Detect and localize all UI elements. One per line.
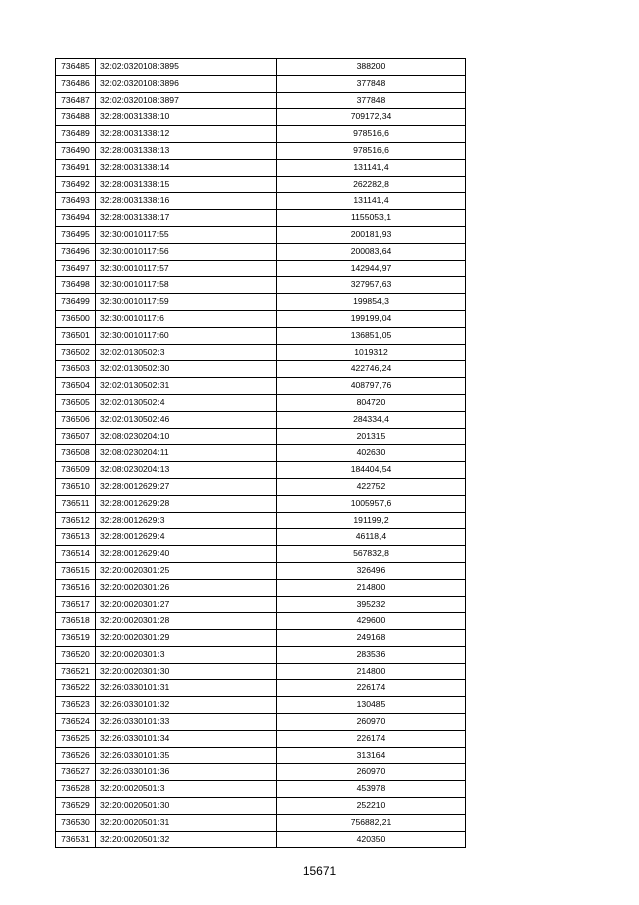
cadastral-number-cell: 32:30:0010117:58 [96,277,277,294]
row-id-cell: 736503 [56,361,96,378]
cadastral-number-cell: 32:26:0330101:33 [96,714,277,731]
table-row [56,378,466,395]
row-id-cell: 736491 [56,159,96,176]
value-cell: 978516,6 [277,126,466,143]
table-row [56,697,466,714]
table-row [56,613,466,630]
row-id-cell: 736497 [56,260,96,277]
value-cell: 252210 [277,798,466,815]
row-id-cell: 736517 [56,596,96,613]
row-id-cell: 736523 [56,697,96,714]
value-cell: 756882,21 [277,814,466,831]
cadastral-number-cell: 32:08:0230204:13 [96,462,277,479]
cadastral-number-cell: 32:30:0010117:60 [96,327,277,344]
value-cell: 313164 [277,747,466,764]
cadastral-number-cell: 32:02:0130502:31 [96,378,277,395]
row-id-cell: 736530 [56,814,96,831]
cadastral-number-cell: 32:20:0020301:30 [96,663,277,680]
cadastral-number-cell: 32:28:0031338:15 [96,176,277,193]
row-id-cell: 736505 [56,394,96,411]
value-cell: 199854,3 [277,294,466,311]
value-cell: 284334,4 [277,411,466,428]
value-cell: 142944,97 [277,260,466,277]
row-id-cell: 736514 [56,546,96,563]
cadastral-number-cell: 32:28:0031338:13 [96,142,277,159]
table-row [56,630,466,647]
table-row [56,428,466,445]
value-cell: 283536 [277,646,466,663]
value-cell: 214800 [277,663,466,680]
table-row [56,277,466,294]
table-row [56,126,466,143]
table-row [56,260,466,277]
cadastral-number-cell: 32:28:0012629:27 [96,478,277,495]
cadastral-number-cell: 32:26:0330101:36 [96,764,277,781]
value-cell: 260970 [277,714,466,731]
table-row [56,814,466,831]
table-row [56,394,466,411]
row-id-cell: 736509 [56,462,96,479]
table-row [56,495,466,512]
table-row [56,210,466,227]
cadastral-number-cell: 32:26:0330101:35 [96,747,277,764]
row-id-cell: 736495 [56,226,96,243]
value-cell: 131141,4 [277,159,466,176]
value-cell: 191199,2 [277,512,466,529]
table-row [56,142,466,159]
cadastral-number-cell: 32:20:0020301:3 [96,646,277,663]
table-row [56,310,466,327]
row-id-cell: 736529 [56,798,96,815]
value-cell: 262282,8 [277,176,466,193]
table-row [56,193,466,210]
value-cell: 136851,05 [277,327,466,344]
row-id-cell: 736493 [56,193,96,210]
cadastral-number-cell: 32:28:0012629:3 [96,512,277,529]
row-id-cell: 736527 [56,764,96,781]
row-id-cell: 736510 [56,478,96,495]
value-cell: 226174 [277,680,466,697]
cadastral-number-cell: 32:20:0020301:29 [96,630,277,647]
table-row [56,176,466,193]
row-id-cell: 736488 [56,109,96,126]
cadastral-number-cell: 32:20:0020301:28 [96,613,277,630]
value-cell: 326496 [277,562,466,579]
row-id-cell: 736522 [56,680,96,697]
table-row [56,680,466,697]
value-cell: 453978 [277,781,466,798]
table-row [56,546,466,563]
cadastral-number-cell: 32:08:0230204:10 [96,428,277,445]
row-id-cell: 736519 [56,630,96,647]
table-row [56,361,466,378]
table-row [56,462,466,479]
value-cell: 1005957,6 [277,495,466,512]
row-id-cell: 736487 [56,92,96,109]
value-cell: 249168 [277,630,466,647]
page-number: 15671 [302,864,337,878]
cadastral-number-cell: 32:20:0020301:27 [96,596,277,613]
value-cell: 408797,76 [277,378,466,395]
value-cell: 709172,34 [277,109,466,126]
table-row [56,781,466,798]
table-row [56,512,466,529]
cadastral-number-cell: 32:08:0230204:11 [96,445,277,462]
table-row [56,831,466,848]
cadastral-number-cell: 32:20:0020501:3 [96,781,277,798]
row-id-cell: 736504 [56,378,96,395]
cadastral-number-cell: 32:20:0020301:26 [96,579,277,596]
cadastral-number-cell: 32:28:0031338:10 [96,109,277,126]
row-id-cell: 736521 [56,663,96,680]
cadastral-number-cell: 32:02:0320108:3896 [96,75,277,92]
value-cell: 402630 [277,445,466,462]
row-id-cell: 736485 [56,59,96,76]
cadastral-number-cell: 32:30:0010117:56 [96,243,277,260]
cadastral-number-cell: 32:20:0020501:30 [96,798,277,815]
row-id-cell: 736501 [56,327,96,344]
value-cell: 200181,93 [277,226,466,243]
table-row [56,327,466,344]
table-row [56,59,466,76]
row-id-cell: 736518 [56,613,96,630]
value-cell: 327957,63 [277,277,466,294]
value-cell: 429600 [277,613,466,630]
row-id-cell: 736511 [56,495,96,512]
row-id-cell: 736486 [56,75,96,92]
table-row [56,596,466,613]
cadastral-number-cell: 32:28:0012629:28 [96,495,277,512]
row-id-cell: 736526 [56,747,96,764]
cadastral-number-cell: 32:28:0031338:12 [96,126,277,143]
table-row [56,714,466,731]
value-cell: 377848 [277,92,466,109]
row-id-cell: 736499 [56,294,96,311]
value-cell: 200083,64 [277,243,466,260]
row-id-cell: 736508 [56,445,96,462]
cadastral-number-cell: 32:20:0020301:25 [96,562,277,579]
value-cell: 388200 [277,59,466,76]
value-cell: 422746,24 [277,361,466,378]
cadastral-number-cell: 32:28:0012629:40 [96,546,277,563]
table-row [56,75,466,92]
value-cell: 201315 [277,428,466,445]
cadastral-number-cell: 32:02:0130502:3 [96,344,277,361]
table-row [56,411,466,428]
table-row [56,579,466,596]
value-cell: 1019312 [277,344,466,361]
table-row [56,92,466,109]
table-row [56,663,466,680]
table-row [56,730,466,747]
value-cell: 804720 [277,394,466,411]
value-cell: 130485 [277,697,466,714]
table-row [56,226,466,243]
table-row [56,747,466,764]
value-cell: 978516,6 [277,142,466,159]
cadastral-number-cell: 32:28:0031338:14 [96,159,277,176]
row-id-cell: 736524 [56,714,96,731]
value-cell: 422752 [277,478,466,495]
table-row [56,159,466,176]
data-table [55,58,466,848]
row-id-cell: 736528 [56,781,96,798]
cadastral-number-cell: 32:02:0320108:3897 [96,92,277,109]
value-cell: 395232 [277,596,466,613]
cadastral-number-cell: 32:20:0020501:31 [96,814,277,831]
row-id-cell: 736500 [56,310,96,327]
row-id-cell: 736520 [56,646,96,663]
value-cell: 1155053,1 [277,210,466,227]
cadastral-number-cell: 32:02:0130502:46 [96,411,277,428]
table-row [56,646,466,663]
row-id-cell: 736512 [56,512,96,529]
value-cell: 199199,04 [277,310,466,327]
table-row [56,798,466,815]
table-row [56,764,466,781]
value-cell: 214800 [277,579,466,596]
row-id-cell: 736516 [56,579,96,596]
value-cell: 46118,4 [277,529,466,546]
cadastral-number-cell: 32:26:0330101:31 [96,680,277,697]
value-cell: 184404,54 [277,462,466,479]
cadastral-number-cell: 32:30:0010117:57 [96,260,277,277]
cadastral-number-cell: 32:28:0012629:4 [96,529,277,546]
table-row [56,562,466,579]
row-id-cell: 736492 [56,176,96,193]
value-cell: 377848 [277,75,466,92]
cadastral-number-cell: 32:30:0010117:59 [96,294,277,311]
cadastral-number-cell: 32:28:0031338:16 [96,193,277,210]
row-id-cell: 736490 [56,142,96,159]
row-id-cell: 736502 [56,344,96,361]
value-cell: 260970 [277,764,466,781]
row-id-cell: 736496 [56,243,96,260]
table-row [56,294,466,311]
cadastral-number-cell: 32:20:0020501:32 [96,831,277,848]
cadastral-number-cell: 32:02:0320108:3895 [96,59,277,76]
value-cell: 420350 [277,831,466,848]
cadastral-number-cell: 32:30:0010117:6 [96,310,277,327]
table-row [56,478,466,495]
row-id-cell: 736513 [56,529,96,546]
cadastral-number-cell: 32:30:0010117:55 [96,226,277,243]
row-id-cell: 736515 [56,562,96,579]
row-id-cell: 736507 [56,428,96,445]
table-row [56,344,466,361]
row-id-cell: 736531 [56,831,96,848]
table-row [56,529,466,546]
cadastral-number-cell: 32:02:0130502:4 [96,394,277,411]
row-id-cell: 736498 [56,277,96,294]
table-row [56,109,466,126]
table-body [56,59,466,848]
value-cell: 567832,8 [277,546,466,563]
cadastral-number-cell: 32:26:0330101:32 [96,697,277,714]
value-cell: 226174 [277,730,466,747]
cadastral-number-cell: 32:26:0330101:34 [96,730,277,747]
value-cell: 131141,4 [277,193,466,210]
row-id-cell: 736494 [56,210,96,227]
row-id-cell: 736525 [56,730,96,747]
cadastral-number-cell: 32:02:0130502:30 [96,361,277,378]
table-row [56,445,466,462]
row-id-cell: 736489 [56,126,96,143]
cadastral-number-cell: 32:28:0031338:17 [96,210,277,227]
table-row [56,243,466,260]
row-id-cell: 736506 [56,411,96,428]
